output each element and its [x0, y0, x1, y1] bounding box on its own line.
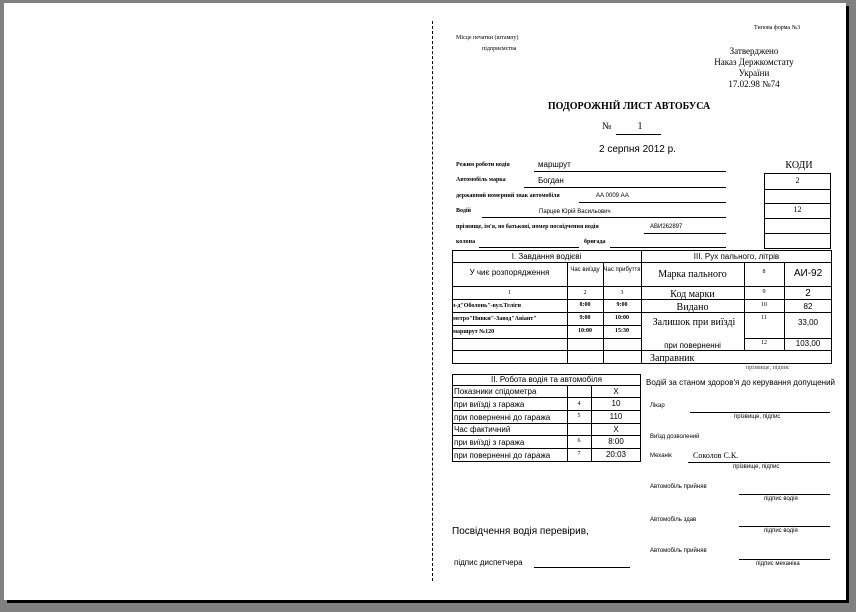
task-row-1-out: 8:00 [579, 302, 591, 308]
plate-label: державний номерний знак автомобіля [456, 193, 560, 199]
fuel-return-label: при поверненні [664, 341, 721, 350]
dispatcher-sign: підпис диспетчера [454, 558, 523, 567]
work-r3-num: 6 [577, 438, 581, 444]
plate-value: АА 0009 АА [596, 193, 629, 199]
cut-line [432, 21, 433, 581]
fuel-title: III. Рух пального, літрів [693, 252, 780, 261]
health-title: Водій за станом здоров'я до керування допущений [646, 378, 836, 387]
fuel-rest-label: Залишок при виїзді [652, 317, 736, 328]
work-r4-num: 7 [577, 451, 581, 457]
tasks-col-2: Час виїзду [570, 267, 600, 273]
tasks-col-1: У чиє розпорядження [469, 268, 550, 277]
work-r1-num: 4 [577, 401, 581, 407]
work-r1-val: 10 [611, 399, 621, 408]
refueler-sign: прізвище, підпис [746, 365, 790, 371]
approved-line-3: України [738, 68, 770, 78]
task-row-2-in: 10:00 [615, 315, 629, 321]
approved-line-1: Затверджено [729, 46, 779, 56]
driver-sign: підпис водія [764, 496, 798, 502]
number-value: 1 [637, 121, 643, 132]
actual-time-x: X [613, 425, 619, 434]
actual-time-label: Час фактичний [454, 425, 511, 434]
fuel-code-value: 2 [805, 288, 811, 299]
work-out-label-2: при виїзді з гаража [454, 438, 525, 447]
brand-value: Богдан [538, 176, 564, 185]
odometer-x: X [613, 387, 619, 396]
fuel-code-label: Код марки [670, 289, 715, 300]
doctor-label: Лікар [650, 403, 665, 409]
tasks-num-3: 3 [620, 290, 624, 296]
fuel-brand-code: 8 [762, 269, 766, 275]
dispatcher-checked: Посвідчення водія перевірив, [452, 526, 589, 537]
fuel-issued-num: 10 [761, 302, 767, 308]
approved-line-2: Наказ Держкомстату [714, 57, 794, 67]
page-title: ПОДОРОЖНІЙ ЛИСТ АВТОБУСА [547, 101, 711, 112]
mechanic-label: Механік [650, 453, 672, 459]
license-label: прізвище, ім'я, по батькові, номер посвідчення водія [456, 224, 599, 230]
work-r2-num: 5 [577, 413, 581, 419]
work-r2-val: 110 [609, 412, 623, 421]
license-value: АВИ262897 [650, 224, 683, 230]
driver-label: Водій [456, 208, 471, 214]
fuel-brand-value: АИ-92 [793, 268, 823, 279]
mode-value: маршрут [538, 160, 571, 169]
form-label: Типова форма №3 [754, 25, 801, 31]
task-row-3-dest: маршрут №120 [453, 329, 495, 335]
task-row-3-out: 10:00 [578, 328, 592, 334]
doctor-sign: прізвище, підпис [734, 414, 781, 420]
document-page [4, 3, 846, 600]
work-r4-val: 20:03 [605, 450, 627, 459]
handed-label: Автомобіль здав [650, 517, 697, 523]
mechanic-name: Соколов С.К. [693, 451, 739, 460]
task-row-2-dest: метро"Нивки"-Завод"Авіант" [453, 316, 537, 322]
fuel-return-num: 12 [761, 340, 767, 346]
tasks-num-2: 2 [583, 290, 587, 296]
fuel-return-value: 103,00 [795, 339, 821, 348]
work-out-label-1: при виїзді з гаража [454, 400, 525, 409]
task-row-1-dest: з-д"Оболонь"-вул.Теліги [453, 303, 522, 309]
odometer-label: Показники спідометра [454, 387, 537, 396]
mechanic-sign-2: підпис механіка [756, 561, 800, 567]
approved-line-4: 17.02.98 №74 [728, 79, 780, 89]
mechanic-sign: прізвище, підпис [733, 464, 780, 470]
fuel-rest-value: 33,00 [797, 318, 819, 327]
date: 2 серпня 2012 р. [599, 144, 676, 155]
brigade-label: бригада [584, 239, 606, 245]
fuel-brand-label: Марка пального [658, 269, 727, 280]
column-label: колона [456, 239, 476, 245]
work-title: II. Робота водія та автомобіля [491, 375, 602, 384]
code-row-1: 2 [795, 176, 800, 185]
number-label: № [602, 121, 612, 132]
fuel-issued-value: 82 [803, 302, 813, 311]
task-row-2-out: 9:00 [579, 315, 591, 321]
fuel-rest-num: 11 [761, 315, 767, 321]
brand-label: Автомобіль марка [456, 177, 506, 183]
mode-label: Режим роботи водія [456, 162, 510, 168]
accepted-label-2: Автомобіль прийняв [650, 548, 707, 554]
tasks-col-3: Час прибуття [603, 267, 641, 273]
task-row-1-in: 9:00 [616, 302, 628, 308]
work-r3-val: 8:00 [608, 437, 624, 446]
task-row-3-in: 15:30 [615, 328, 629, 334]
work-return-label-1: при поверненні до гаража [454, 413, 551, 422]
tasks-title: I. Завдання водієві [511, 252, 582, 261]
permitted-label: Виїзд дозволений [650, 434, 700, 440]
code-row-3: 12 [793, 205, 802, 214]
stamp-line-1: Місце печатки (штампу) [456, 35, 519, 41]
refueler-label: Заправник [650, 353, 695, 364]
accepted-label: Автомобіль прийняв [650, 484, 707, 490]
stamp-line-2: підприємства [482, 46, 517, 52]
fuel-issued-label: Видано [676, 302, 709, 313]
work-return-label-2: при поверненні до гаража [454, 451, 551, 460]
driver-value: Парцев Юрій Васильович [539, 209, 611, 215]
tasks-num-1: 1 [508, 290, 511, 296]
fuel-code-num: 9 [762, 289, 766, 295]
driver-sign-2: підпис водія [764, 528, 798, 534]
codes-header: КОДИ [785, 160, 813, 171]
